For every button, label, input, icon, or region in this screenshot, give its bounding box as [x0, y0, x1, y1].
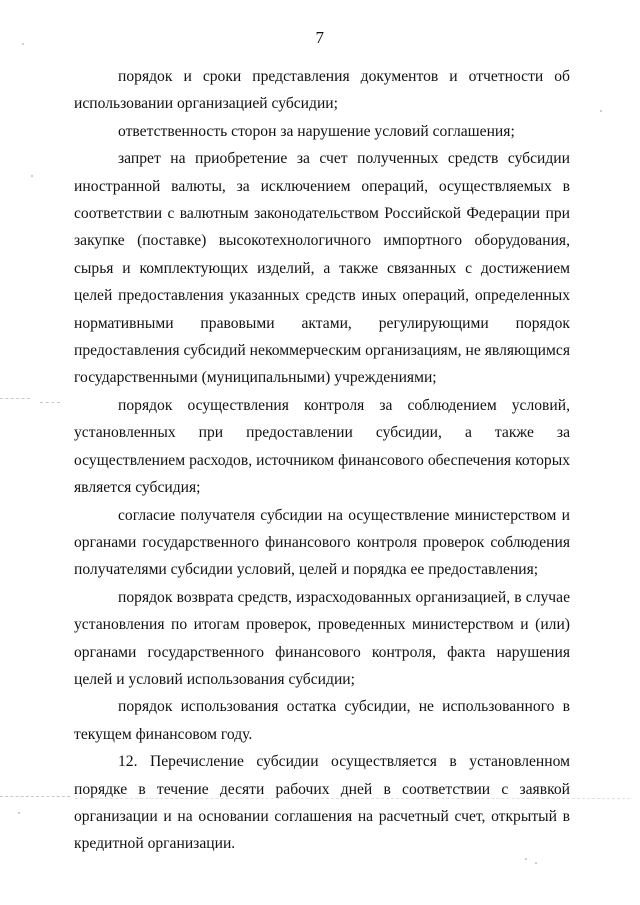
page-number: 7	[315, 28, 325, 47]
paragraph-refund-procedure: порядок возврата средств, израсходованных организацией, в случае установления по итогам проверок, проведенных министерством и (или) органами государственного финансового контроля, факта нарушения целей и условий использования субсидии;	[74, 588, 570, 688]
scan-artifact-line	[75, 798, 630, 799]
document-body	[74, 63, 570, 858]
scan-artifact-dot	[535, 862, 537, 864]
paragraph-transfer-clause-12: 12. Перечисление субсидии осуществляется в установленном порядке в течение десяти рабочих дней в соответствии с заявкой организации и на основании соглашения на расчетный счет, открытый в кредитной организации.	[74, 753, 570, 853]
paragraph-reporting-terms: порядок и сроки представления документов и отчетности об использовании организацией субсидии;	[74, 68, 570, 113]
scan-artifact-dot	[18, 812, 20, 814]
paragraph-control-procedure: порядок осуществления контроля за соблюдением условий, установленных при предоставлении субсидии, а также за осуществлением расходов, источником финансового обеспечения которых является субсидия;	[74, 396, 570, 497]
scan-artifact-dot	[525, 858, 527, 860]
paragraph-currency-ban: запрет на приобретение за счет полученных средств субсидии иностранной валюты, за исключением операций, осуществляемых в соответствии с валютным законодательством Российской Федерации при закупке (поставке) высокотехнологичного импортного оборудования, сырья и комплектующих изделий, а также связанных с достижением целей предоставления указанных средств иных операций, определенных нормативными правовыми актами, регулирующими порядок предоставления субсидий некоммерческим организациям, не являющимся государственными (муниципальными) учреждениями;	[74, 150, 570, 387]
scan-artifact-line	[0, 398, 30, 399]
scan-artifact-dot	[22, 43, 24, 45]
paragraph-audit-consent: согласие получателя субсидии на осуществление министерством и органами государственного финансового контроля проверок соблюдения получателями субсидии условий, целей и порядка ее предоставления;	[74, 506, 570, 579]
scan-artifact-line	[40, 402, 60, 403]
scan-artifact-dot	[31, 175, 33, 177]
paragraph-liability: ответственность сторон за нарушение условий соглашения;	[118, 122, 515, 140]
scan-artifact-dot	[600, 110, 602, 112]
scan-artifact-line	[0, 796, 70, 797]
paragraph-remainder-use: порядок использования остатка субсидии, не использованного в текущем финансовом году.	[74, 698, 570, 743]
